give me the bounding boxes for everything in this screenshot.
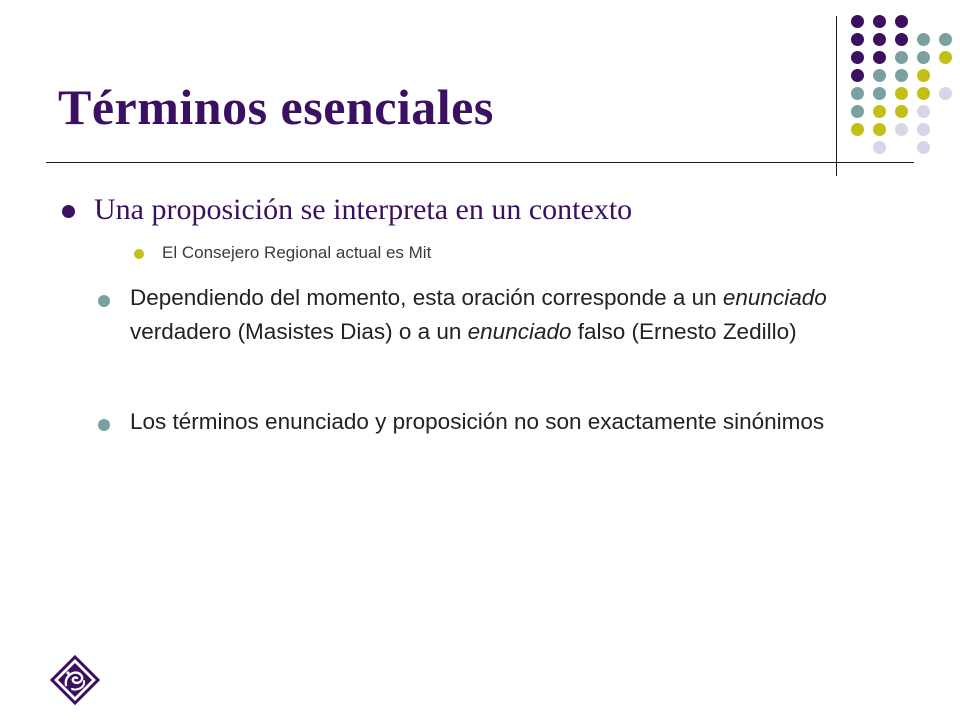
bullet-text-emphasis: enunciado — [722, 285, 827, 310]
decor-dot — [895, 123, 908, 136]
decor-dot — [917, 51, 930, 64]
bullet-text-emphasis: enunciado — [467, 319, 572, 344]
decor-dot — [895, 69, 908, 82]
decor-dot — [873, 33, 886, 46]
title-divider-vertical — [836, 16, 837, 176]
decor-dot — [851, 87, 864, 100]
decor-dot — [895, 51, 908, 64]
bullet-marker — [98, 295, 110, 307]
decor-dot — [873, 69, 886, 82]
decor-dot — [873, 105, 886, 118]
decor-dot — [917, 123, 930, 136]
decor-dot — [851, 69, 864, 82]
bullet-text-segment: Dependiendo del momento, esta oración corresponde a un — [130, 285, 723, 310]
decor-dot — [939, 87, 952, 100]
title-divider-horizontal — [46, 162, 914, 163]
decor-dot — [917, 141, 930, 154]
decor-dot — [895, 33, 908, 46]
bullet-marker — [98, 419, 110, 431]
decor-dot — [873, 87, 886, 100]
decor-dot — [939, 33, 952, 46]
decor-dot — [851, 15, 864, 28]
decor-dot — [851, 123, 864, 136]
decor-dot — [873, 123, 886, 136]
decor-dot — [895, 105, 908, 118]
bullet-text-segment: verdadero (Masistes Dias) o a un — [130, 319, 468, 344]
bullet-level1-text: Una proposición se interpreta en un contexto — [94, 193, 633, 226]
bullet-level2-text: El Consejero Regional actual es Mit — [162, 243, 432, 262]
decor-dot — [851, 33, 864, 46]
bullet-marker — [134, 249, 144, 259]
decor-dot — [851, 51, 864, 64]
swirl-emblem-icon — [50, 655, 100, 705]
decor-dot — [939, 51, 952, 64]
decor-dot — [895, 15, 908, 28]
bullet-level2-paragraph: Los términos enunciado y proposición no son exactamente sinónimos — [130, 409, 825, 434]
bullet-marker — [62, 205, 75, 218]
decor-dot — [873, 141, 886, 154]
decor-dot — [917, 87, 930, 100]
decor-dot — [895, 87, 908, 100]
bullet-text-segment: falso (Ernesto Zedillo) — [571, 319, 797, 344]
decor-dot — [917, 105, 930, 118]
decor-dot — [873, 51, 886, 64]
decor-dot — [851, 105, 864, 118]
slide-title: Términos esenciales — [58, 79, 494, 135]
bullet-level2-paragraph — [130, 281, 870, 349]
decor-dot — [873, 15, 886, 28]
decor-dot — [917, 33, 930, 46]
decor-dot — [917, 69, 930, 82]
